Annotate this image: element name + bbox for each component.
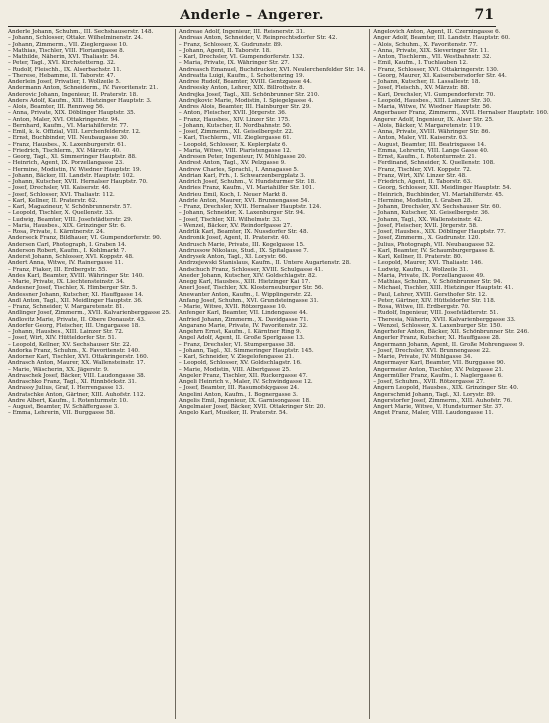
directory-entry: – Josef, Schlosser, XVI. Thaliastr. 112. [8,191,115,198]
directory-entry: Anderovic Johann, Ingenieur, II. Praterstr. 18. [8,91,138,98]
directory-entry: – Therese, Hebamme, II. Taborstr. 47. [8,72,116,79]
directory-entry: Andersen Carl, Photograph, I. Graben 14. [8,241,127,248]
directory-entry: – Franz, Drechsler, XVII. Hernalser Hauptstr. 124. [178,204,322,210]
directory-entry: Aneder Johann, Kutscher, XIV. Goldschlagstr. 82. [178,272,317,279]
directory-entry: – Mathias, Schuhm., V. Schönbrunner Str. 94. [373,279,503,285]
directory-entry: – Franz, Hausbes., XIV. Linzer Str. 175. [178,116,290,123]
directory-entry: Anfang Josef, Schuhm., XVI. Grundsteingasse 31. [178,297,319,304]
directory-entry: Andraschek Josef, Bäcker, VIII. Laudongasse 38. [8,372,146,379]
directory-entry: Angeler Franz, Tischler, XII. Ruckergasse 47. [178,372,308,379]
directory-entry: Andrasch Anton, Maurer, XX. Wallensteinstr. 17. [8,360,146,367]
directory-entry: – Anton, Maler, VII. Kaiserstr. 63. [373,135,468,142]
directory-entry: – Maria, Hausbes., XIX. Grinzinger Str. 6. [8,222,126,229]
directory-entry: – Franz, Wirt, XIV. Linzer Str. 48. [373,172,467,179]
directory-entry: – Georg, Schlosser, XII. Meidlinger Hauptstr. 54. [373,185,512,192]
directory-entry: – Josef, Schuhm., XVII. Rötzergasse 27. [373,379,485,385]
directory-entry: Andrejkovic Marie, Modistin, I. Spiegelgasse 4. [178,97,314,104]
directory-entry: – Josef, Drechsler, VII. Kaiserstr. 46. [8,185,111,192]
directory-entry: – Georg, Tagl., XI. Simmeringer Hauptstr. 88. [8,154,137,160]
directory-entry: – Bernhard, Kaufm., VI. Mariahilferstr. 77. [8,122,129,129]
directory-entry: – Johann, Tagl., XX. Wallensteinstr. 42. [373,216,483,223]
directory-entry: – Anna, Private, XIX. Döblinger Hauptstr. 35. [8,110,136,117]
directory-entry: Angarano Marie, Private, IV. Favoritenstr. 32. [178,322,308,329]
directory-entry: Andrian Karl, Frh., I. Schwarzenbergplatz 3. [178,172,306,179]
directory-entry: – Marie, Private, IX. Liechtensteinstr. 34. [8,279,125,285]
directory-entry: – Johann, Kutscher, II. Lassallestr. 18. [373,79,481,85]
directory-entry: – Johann, Kutscher, XVII. Hernalser Hauptstr. 70. [8,179,148,185]
directory-entry: – Josef, Beamter, III. Rasumofskygasse 24. [178,385,300,392]
directory-entry: – Josef, Hausbes., XIX. Döblinger Hauptstr. 77. [373,229,506,235]
directory-entry: – Emil, k. k. Offizial, VIII. Lerchenfelderstr. 12. [8,129,141,135]
directory-entry: – Alois, Beamter, III. Rennweg 56. [8,104,105,110]
directory-entry: Anders Adolf, Kaufm., XIII. Hietzinger Hauptstr. 3. [8,97,152,104]
directory-entry: – Ernst, Kaufm., I. Rotenturmstr. 21. [373,154,477,160]
running-head: Anderle – Angerer. [180,8,324,23]
directory-entry: – Johann, Kutscher, XI. Geiselbergstr. 36. [373,210,490,217]
directory-entry: Andl Anton, Tagl., XII. Meidlinger Hauptstr. 36. [8,297,143,304]
directory-entry: Andrejka Josef, Tagl., XII. Schönbrunner Str. 210. [178,91,320,98]
directory-entry: – Ludwig, Beamter, VIII. Josefstädterstr. 29. [8,216,133,223]
directory-entry: Anerl Josef, Tischler, XX. Klosterneuburger Str. 56. [178,285,324,292]
directory-entry: Anderlein Josef, Privatier, I. Wollzeile 5. [8,79,121,85]
directory-entry: – Johann, Agent, II. Taborstr. 18. [178,47,271,54]
directory-entry: Andreasch Emanuel, Buchdrucker, XVI. Neulerchenfelder Str. 14. [178,66,366,73]
directory-entry: – Ferdinand, Schneider, X. Quellenstr. 108. [373,160,495,167]
directory-entry: Anfenger Karl, Beamter, VII. Lindengasse 44. [178,310,308,317]
directory-entry: Angermayer Karl, Beamter, VII. Burggasse 90. [373,360,506,367]
directory-entry: – Johann, Bäcker, III. Landstr. Hauptstr. 102. [8,172,135,179]
directory-entry: – Franz, Hausbes., X. Laxenburgerstr. 61. [8,141,127,148]
directory-entry: Andreesky Anton, Lehrer, XIX. Billrothstr. 8. [178,85,305,92]
directory-entry: Andert Anna, Witwe, IV. Rainergasse 11. [8,260,124,267]
directory-entry: Andres Alois, Beamter, III. Hainburger Str. 29. [178,104,311,110]
directory-entry: – Hermine, Modistin, IV. Wiedner Hauptstr. 19. [8,166,142,173]
directory-entry: – Friedrich, Agent, II. Taborstr. 63. [373,179,472,185]
directory-entry: Andorka Franz, Schuhm., X. Favoritenstr. 140. [8,347,140,354]
directory-entry: – Peter, Tagl., XVI. Kirchstetterng. 32. [8,60,116,67]
directory-entry: Andrzejewski Stanislaus, Kaufm., II. Untere Augartenstr. 28. [178,260,351,267]
directory-entry: – Mathias, Tischler, VIII. Florianigasse 8. [8,47,125,54]
directory-entry: Anfried Johann, Zimmerm., X. Davidgasse 71. [178,316,309,323]
directory-entry: Angermüller Franz, Kaufm., I. Naglergasse 6. [373,372,503,379]
directory-entry: – Johann, Schlosser, Ottakr. Wilhelminenstr. 24. [8,35,143,42]
directory-entry: Angerhofer Anton, Bäcker, XII. Schönbrunner Str. 246. [373,329,530,335]
directory-entry: Andes Karl, Beamter, XVIII. Währinger Str. 140. [8,272,144,279]
directory-entry: – Josef, Fleischh., XV. Märzstr. 88. [373,85,470,92]
directory-entry: Angerbauer Franz, Zimmerm., XVII. Hernalser Hauptstr. 160. [373,110,549,117]
directory-entry: Anger Adolf, Beamter, III. Landstr. Hauptstr. 60. [373,35,511,42]
directory-entry: Anderseck Franz, Bildhauer, VI. Gumpendorferstr. 90. [8,235,162,242]
directory-entry: Andrassy Julius, Graf, I. Herrengasse 13. [8,385,125,392]
directory-entry: – Karl, Drechsler, VI. Gumpendorferstr. 70. [373,91,496,98]
directory-entry: – Leopold, Kellner, XV. Sechshauser Str. 22. [8,341,132,348]
directory-entry: Angerschmid Johann, Tagl., XI. Lorystr. 89. [373,391,496,398]
directory-entry: – Rudolf, Ingenieur, VIII. Josefstädterstr. 51. [373,310,499,317]
directory-entry: Andratschke Anton, Gärtner, XIII. Auhofstr. 112. [8,391,146,398]
directory-entry: – Emma, Lehrerin, VIII. Lange Gasse 40. [373,147,489,154]
directory-entry: Andorfer Georg, Fleischer, III. Ungargasse 18. [8,322,141,329]
directory-entry: – Hermine, Modistin, I. Graben 28. [373,197,473,204]
directory-entry: – Anton, Maler, XVI. Ottakringerstr. 94. [8,116,120,123]
directory-entry: – Mathilde, Näherin, XVI. Thaliastr. 54. [8,54,120,60]
directory-entry: – Paul, Lehrer, XVIII. Gersthofer Str. 12. [373,291,488,298]
directory-entry: Angelini Anton, Kaufm., I. Bognergasse 3. [178,391,298,398]
directory-entry: – Franz, Tischler, XVI. Koppstr. 72. [373,166,472,173]
directory-entry: – Heinrich, Buchbinder, VI. Mariahilferstr. 45. [373,191,504,198]
directory-entry: – Josef, Tischler, XII. Wilhelmstr. 33. [178,216,282,223]
directory-entry: Andrest Anton, Tagl., XV. Pelzgasse 9. [178,160,286,167]
directory-entry: – Johann, Zimmerm., VII. Zieglergasse 10. [8,41,128,48]
column-2 [175,29,365,719]
directory-entry: Andraschko Franz, Tagl., XI. Rinnböckstr. 31. [8,379,137,385]
directory-entry: Andre Albert, Kaufm., I. Rotenturmstr. 10. [8,397,128,404]
directory-entry: Andrich Josef, Schuhm., V. Hundsturmer Str. 18. [178,179,317,185]
directory-entry: Angerler Franz, Kutscher, XI. Hauffgasse 28. [373,335,501,342]
directory-entry: – Karl, Kellner, II. Praterstr. 80. [373,254,463,260]
directory-entry: Angelo Karl, Musiker, II. Praterstr. 54. [178,410,288,417]
directory-entry: – Anton, Tischlerm., VII. Westbahnstr. 32. [373,54,492,60]
directory-entry: – Marie, Wäscherin, XX. Jägerstr. 9. [8,366,109,373]
directory-entry: – Johann, Kutscher, II. Nordbahnstr. 50. [178,122,292,129]
directory-entry: – Heinrich, Agent, IX. Porzellangasse 23. [8,160,124,167]
directory-entry: – Julius, Photograph, VII. Neubaugasse 52. [373,241,495,248]
directory-entry: – Friedrich, Tischlerm., XV. Märzstr. 40. [8,147,122,154]
directory-entry: Andreae Adolf, Ingenieur, III. Reisnerstr. 31. [178,29,305,35]
directory-entry: Andlinger Josef, Zimmerm., XVII. Kalvarienberggasse 25. [8,310,171,317]
directory-columns [8,29,549,719]
directory-entry: – Johann, Tagl., XI. Simmeringer Hauptstr. 145. [178,347,314,354]
directory-entry: – Maria, Witwe, VIII. Piaristengasse 12. [178,147,292,154]
page-number: 71 [474,7,494,23]
directory-entry: – Johann, Drechsler, XV. Sechshauser Str. 60. [373,204,502,210]
directory-entry: Angert Marie, Witwe, V. Hundsturmer Str. 37. [373,404,504,410]
directory-entry: Anderson Robert, Kaufm., I. Kohlmarkt 7. [8,247,127,254]
directory-entry: – August, Beamter, IV. Schäffergasse 3. [8,404,120,410]
directory-entry: – Maria, Witwe, IV. Wiedner Hauptstr. 56. [373,104,492,110]
directory-entry: – Josef, Zimmerm., X. Gudrunstr. 120. [373,235,481,242]
directory-entry: Angelovich Anton, Agent, II. Czerningasse 6. [373,29,501,35]
directory-entry: – Leopold, Tischler, X. Quellenstr. 33. [8,210,114,217]
directory-entry: Angern Leopold, Hausbes., XIX. Grinzinger Str. 40. [373,385,519,392]
directory-entry: Angermann Johann, Agent, II. Große Mohrengasse 9. [373,341,525,348]
directory-entry: – Anton, Fleischer, XVII. Jörgerstr. 36. [178,110,287,117]
directory-entry: Andschuch Franz, Schlosser, XVIII. Schulgasse 41. [178,266,323,273]
directory-entry: – Leopold, Schlosser, X. Keplerplatz 6. [178,141,288,148]
directory-entry: Anderst Johann, Schlosser, XVI. Koppstr. 48. [8,254,134,260]
directory-entry: Anget Franz, Maler, VIII. Laudongasse 11. [373,410,494,417]
directory-entry: Angerer Adolf, Ingenieur, IX. Alser Str. 25. [373,116,494,123]
directory-entry: Angelis Emil, Ingenieur, IX. Garnisongasse 18. [178,397,311,404]
directory-entry: – Franz, Schneider, V. Margaretenstr. 81. [8,304,125,310]
page-header [8,4,496,26]
directory-entry: Angerstorfer Josef, Zimmerm., XIII. Auhofstr. 76. [373,397,513,404]
directory-entry: Andreatta Luigi, Kaufm., I. Schottenring 19. [178,72,305,79]
directory-entry: – Alois, Schuhm., X. Favoritenstr. 77. [373,41,478,48]
directory-entry: Andorner Karl, Tischler, XVI. Ottakringerstr. 160. [8,354,149,360]
directory-entry: Angelmaier Josef, Bäcker, XVII. Ottakringer Str. 20. [178,404,326,410]
directory-entry: Anewanter Anton, Kaufm., I. Wipplingerstr. 22. [178,291,313,298]
directory-entry: – Michael, Tischler, XIII. Hietzinger Hauptstr. 41. [373,285,514,292]
directory-entry: Angeli Heinrich v., Maler, IV. Schwindgasse 12. [178,379,313,385]
directory-entry: Andrussow Nikolaus, Stud., IX. Spitalgasse 7. [178,247,309,254]
directory-entry: – Theresia, Näherin, XVII. Kalvarienberggasse 33. [373,316,516,323]
directory-entry: – Ernst, Buchbinder, VII. Neubaugasse 30. [8,135,129,142]
column-1 [8,29,171,719]
directory-entry: Andesner Josef, Tischler, X. Himberger Str. 5. [8,285,138,292]
directory-entry: – Josef, Drechsler, XVI. Brunnengasse 22. [373,347,491,354]
directory-entry: Anderle Johann, Schuhm., III. Sechshauserstr. 148. [8,29,154,35]
directory-entry: Andreas Anton, Schneider, V. Reinprechtsdorfer Str. 42. [178,35,338,42]
directory-entry: – Rosa, Private, I. Kärntnerstr. 24. [8,229,105,235]
directory-entry: – Franz, Drechsler, VI. Stumpergasse 38. [178,341,296,348]
directory-entry: – Josef, Wirt, XIV. Hütteldorfer Str. 51. [8,335,117,342]
directory-entry: – Franz, Fiaker, III. Erdbergstr. 55. [8,266,108,273]
directory-entry: Andries Franz, Kaufm., VI. Mariahilfer Str. 101. [178,185,315,192]
directory-entry: – Maria, Private, IX. Währinger Str. 27. [178,60,290,67]
directory-entry: – Leopold, Maurer, XVI. Thaliastr. 146. [373,260,483,267]
directory-entry: – Alois, Bäcker, V. Margaretenstr. 119. [373,122,482,129]
directory-entry: – Marie, Witwe, XVII. Rötzergasse 10. [178,304,287,310]
directory-entry: Andermann Anton, Schneiderm., IV. Favoritenstr. 21. [8,85,159,92]
directory-entry: – Leopold, Hausbes., XIII. Lainzer Str. 30. [373,97,492,104]
directory-entry: – Franz, Schlosser, XVI. Ottakringerstr. 130. [373,66,499,73]
directory-entry: Andree Rudolf, Beamter, XVIII. Gentzgasse 44. [178,79,312,85]
directory-entry: Andessner Johann, Kutscher, XI. Hauffgasse 14. [8,291,144,298]
directory-entry: – Johann, Hausbes., XIII. Lainzer Str. 72. [8,329,124,335]
directory-entry: – Georg, Maurer, XI. Kaiserebersdorfer Str. 44. [373,72,507,79]
directory-entry: Andrlik Karl, Beamter, IX. Nussdorfer Str. 48. [178,229,309,235]
directory-entry: – Wenzel, Schlosser, X. Laxenburger Str. 150. [373,322,503,329]
directory-entry: – Leopold, Schlosser, XV. Goldschlagstr. 16. [178,360,302,367]
directory-entry: – Emil, Kaufm., I. Tuchlauben 12. [373,60,468,67]
directory-entry: Andrieu Emil, Koch, I. Neuer Markt 8. [178,191,288,198]
directory-entry: – Josef, Zimmerm., XI. Geiselbergstr. 22. [178,129,294,135]
directory-entry: Angermeier Anton, Tischler, XV. Pelzgasse 21. [373,366,504,373]
directory-entry: – Emma, Lehrerin, VII. Burggasse 58. [8,410,116,417]
directory-entry: – Marie, Private, IV. Mühlgasse 34. [373,354,473,360]
directory-entry: – Maria, Private, IX. Porzellangasse 49. [373,272,485,279]
directory-entry: – Karl, Magazineur, V. Schönbrunnerstr. 57. [8,204,132,210]
directory-entry: – Franz, Schlosser, X. Gudrunstr. 89. [178,41,283,48]
directory-entry: – Peter, Gärtner, XIV. Hütteldorfer Str. 118. [373,297,496,304]
directory-entry: Andronik Josef, Agent, II. Praterstr. 40. [178,235,290,242]
directory-entry: – Karl, Schneider, V. Ziegelofengasse 21. [178,354,295,360]
directory-entry: – Anna, Private, XVIII. Währinger Str. 86. [373,129,491,135]
directory-entry: – Rudolf, Fleischh., IX. Alserbachstr. 11. [8,66,122,73]
directory-entry: – Karl, Kellner, II. Praterstr. 62. [8,197,98,204]
directory-entry: – Marie, Modistin, VIII. Albertgasse 25. [178,366,291,373]
directory-entry: Andrysek Anton, Tagl., XI. Lorystr. 66. [178,254,288,260]
directory-entry: Andrusch Marie, Private, III. Kegelgasse 15. [178,241,305,248]
directory-entry: – August, Beamter, III. Beatrixgasse 14. [373,141,486,148]
directory-entry: – Karl, Beamter, IV. Schaumburgergasse 8. [373,247,495,254]
column-3 [369,29,548,719]
header-rule [8,26,496,27]
directory-entry: Andrew Charles, Sprachl., I. Annagasse 5. [178,166,299,173]
directory-entry: – Josef, Fleischer, XVII. Jörgerstr. 58. [373,222,478,229]
directory-entry: Anegg Karl, Hausbes., XIII. Hietzinger Kai 17. [178,279,311,285]
directory-entry: – Ludwig, Kaufm., I. Wollzeile 31. [373,266,469,273]
directory-entry: – Johann, Schneider, X. Laxenburger Str. 94. [178,210,305,217]
directory-entry: Angel Adolf, Agent, II. Große Sperlgasse 13. [178,335,305,342]
directory-entry: – Karl, Drechsler, VI. Gumpendorferstr. 132. [178,54,305,60]
directory-entry: Angehrn Ernst, Kaufm., I. Kärntner Ring 9. [178,329,302,335]
directory-entry: – Wenzel, Bäcker, XV. Reindorfgasse 27. [178,222,292,229]
directory-entry: – Rosa, Witwe, III. Erdbergstr. 70. [373,304,470,310]
directory-entry: – Karl, Tischlerm., VII. Zieglergasse 61. [178,135,292,142]
directory-entry: – Anna, Private, XIX. Sieveringer Str. 11. [373,47,489,54]
directory-entry: Andresen Peter, Ingenieur, IV. Mühlgasse 20. [178,154,307,160]
directory-entry: Andrle Anton, Maurer, XVI. Brunnengasse 54. [178,197,310,204]
directory-entry: Andlovitz Marie, Private, II. Obere Donaustr. 43. [8,316,146,323]
